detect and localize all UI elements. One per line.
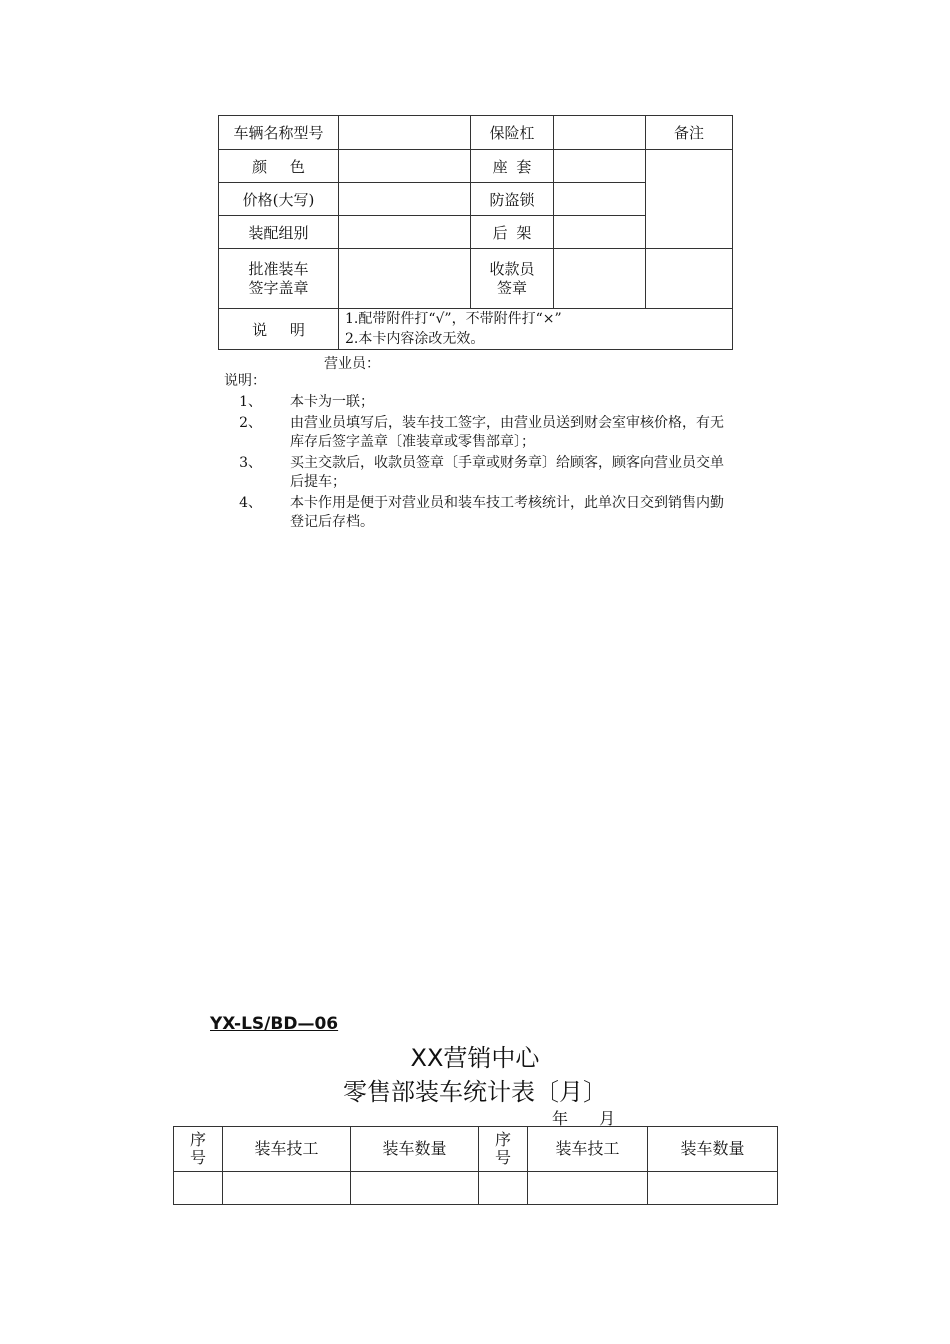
center-title: XX营销中心 xyxy=(410,1044,540,1072)
note-item xyxy=(224,494,744,532)
anti-theft-lock-label: 防盗锁 xyxy=(471,183,554,216)
salesperson-label: 营业员： xyxy=(324,356,380,372)
technician-header: 装车技工 xyxy=(528,1127,648,1172)
bumper-label: 保险杠 xyxy=(471,116,554,150)
color-label: 颜 色 xyxy=(219,150,339,183)
seq-header: 序 号 xyxy=(174,1127,223,1172)
seq-cell[interactable] xyxy=(174,1172,223,1205)
form-title: 零售部装车统计表〔月〕 xyxy=(343,1078,607,1106)
quantity-cell[interactable] xyxy=(351,1172,479,1205)
note-number: 3、 xyxy=(239,455,262,471)
instructions-label: 说 明 xyxy=(219,309,339,350)
anti-theft-lock-field[interactable] xyxy=(554,183,646,216)
vehicle-model-field[interactable] xyxy=(339,116,471,150)
note-text: 由营业员填写后，装车技工签字，由营业员送到财会室审核价格，有无库存后签字盖章〔准装章或零售部章〕； xyxy=(290,415,724,450)
approval-signature-label: 批准装车 签字盖章 xyxy=(219,249,339,309)
note-number: 1、 xyxy=(239,394,262,410)
note-text: 本卡为一联； xyxy=(290,394,374,410)
technician-cell[interactable] xyxy=(223,1172,351,1205)
note-text: 本卡作用是便于对营业员和装车技工考核统计，此单次日交到销售内勤登记后存档。 xyxy=(290,495,724,530)
bumper-field[interactable] xyxy=(554,116,646,150)
rear-rack-label: 后 架 xyxy=(471,216,554,249)
form-code: YX-LS/BD—06 xyxy=(210,1014,339,1034)
quantity-cell[interactable] xyxy=(648,1172,778,1205)
notes-heading: 说明： xyxy=(224,373,266,389)
note-number: 4、 xyxy=(239,495,262,511)
note-item xyxy=(224,414,744,452)
note-text: 买主交款后，收款员签章〔手章或财务章〕给顾客，顾客向营业员交单后提车； xyxy=(290,455,724,490)
instructions-line-1: 1.配带附件打“√”，不带附件打“×” xyxy=(345,311,562,327)
assembly-group-label: 装配组别 xyxy=(219,216,339,249)
note-item xyxy=(224,393,744,412)
extra-field[interactable] xyxy=(646,249,733,309)
cashier-signature-label: 收款员 签章 xyxy=(471,249,554,309)
technician-cell[interactable] xyxy=(528,1172,648,1205)
note-number: 2、 xyxy=(239,415,262,431)
quantity-header: 装车数量 xyxy=(351,1127,479,1172)
note-item xyxy=(224,454,744,492)
remarks-field[interactable] xyxy=(646,150,733,249)
vehicle-model-label: 车辆名称型号 xyxy=(219,116,339,150)
seat-cover-label: 座 套 xyxy=(471,150,554,183)
vehicle-accessory-card xyxy=(218,115,733,350)
cashier-signature-field[interactable] xyxy=(554,249,646,309)
remarks-label: 备注 xyxy=(646,116,733,150)
assembly-group-field[interactable] xyxy=(339,216,471,249)
rear-rack-field[interactable] xyxy=(554,216,646,249)
instructions-line-2: 2.本卡内容涂改无效。 xyxy=(345,331,485,347)
approval-signature-field[interactable] xyxy=(339,249,471,309)
color-field[interactable] xyxy=(339,150,471,183)
price-label: 价格(大写) xyxy=(219,183,339,216)
seat-cover-field[interactable] xyxy=(554,150,646,183)
instructions-text xyxy=(339,309,733,350)
year-month-label: 年 月 xyxy=(552,1109,616,1128)
notes-section xyxy=(224,372,744,532)
price-field[interactable] xyxy=(339,183,471,216)
technician-header: 装车技工 xyxy=(223,1127,351,1172)
seq-header: 序 号 xyxy=(479,1127,528,1172)
quantity-header: 装车数量 xyxy=(648,1127,778,1172)
installation-stats-table xyxy=(173,1126,778,1205)
seq-cell[interactable] xyxy=(479,1172,528,1205)
